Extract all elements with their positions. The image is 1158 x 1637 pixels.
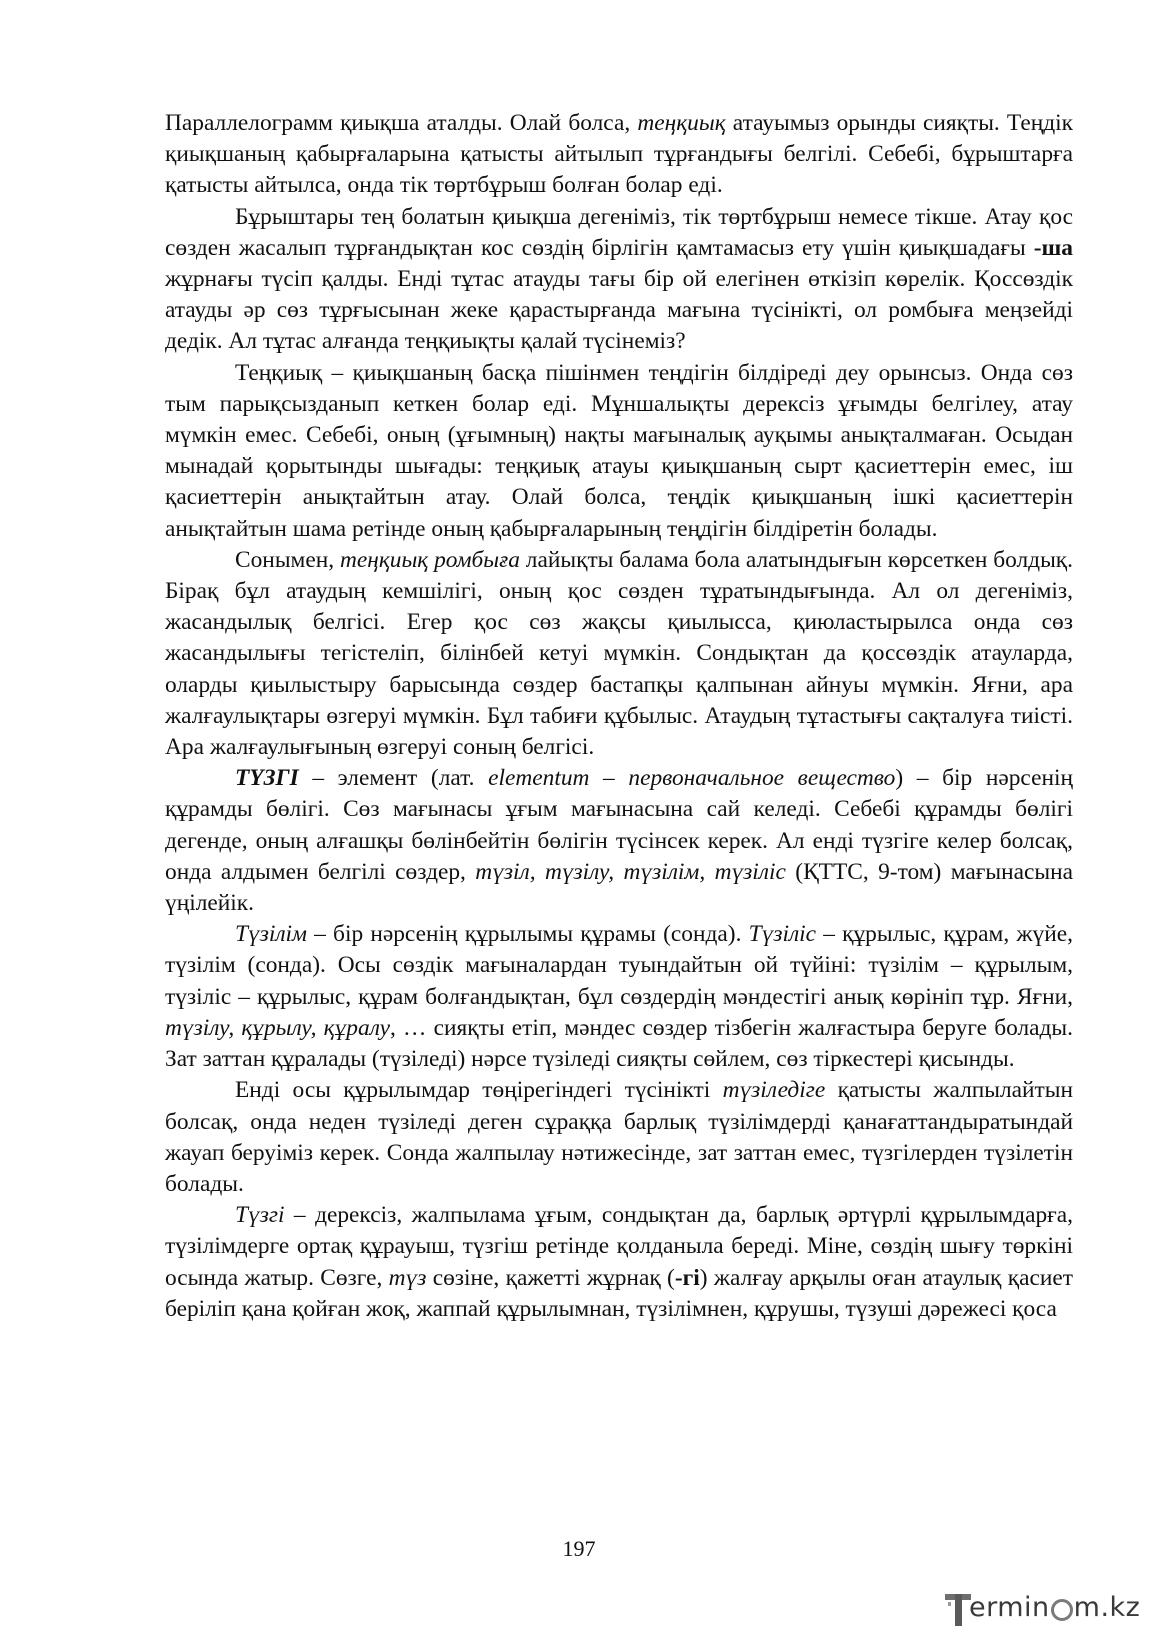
text-run: сөзіне, қажетті жұрнақ ( bbox=[426, 1264, 675, 1291]
text-run-styled: Түзгі bbox=[235, 1202, 285, 1229]
page-body bbox=[165, 108, 1073, 1325]
text-run: қатысты жалпылайтын болсақ, онда неден түзіледі деген сұраққа барлық түзілімдерді қанағаттандыратындай жауап беруіміз керек. Сонда жалпылау нәтижесінде, зат заттан емес, түзгілерден түзілетін болады. bbox=[165, 1077, 1074, 1197]
text-run: Параллелограмм қиықша аталды. Олай болса, bbox=[165, 110, 638, 136]
paragraph bbox=[165, 358, 1073, 545]
text-run: ) – бір нәрсенің құрамды бөлігі. Сөз мағынасы ұғым мағынасына сай келеді. Себебі құрамды бөлігі дегенде, оның алғашқы бөлінбейтін бөлігін түсінсек керек. Ал енді түзгіге келер болсақ, онда алдымен белгілі сөздер, bbox=[165, 765, 1073, 885]
text-run: Бұрыштары тең болатын қиықша дегеніміз, тік төртбұрыш немесе тікше. Атау қос сөзден жасалып тұрғандықтан кос сөздің бірлігін қамтамасыз ету үшін қиықшадағы bbox=[165, 203, 1073, 261]
text-run: (ҚТТС, 9-том) мағынасына үңілейік. bbox=[165, 858, 1073, 917]
text-run-styled: теңқиық bbox=[637, 110, 726, 136]
text-run: жұрнағы түсіп қалды. Енді тұтас атауды тағы бір ой елегінен өткізіп көрелік. Қоссөздік атауды әр сөз тұрғысынан жеке қарастырғанда мағына түсінікті, ол ромбыға меңзейді дедік. Ал тұтас алғанда теңқиықты қалай түсінеміз? bbox=[165, 266, 1073, 355]
text-run: – бір нәрсенің құрылымы құрамы (сонда). bbox=[306, 921, 749, 948]
termincom-logo bbox=[945, 1588, 1145, 1632]
text-run-styled: elementum – первоначальное вещество bbox=[488, 765, 896, 792]
text-run: – құрылыс, құрам, жүйе, түзілім (сонда). Осы сөздік мағыналардан туындайтын ой түйіні: түзілім – құрылым, түзіліс – құрылыс, құрам болғандықтан, бұл сөздердің мәндестігі анық көрініп тұр. Яғни, bbox=[165, 921, 1073, 1010]
text-run-styled: түзілу, құрылу, құралу bbox=[165, 1014, 390, 1041]
text-run-styled: түзіледіге bbox=[722, 1077, 826, 1104]
paragraph bbox=[165, 108, 1073, 202]
paragraph bbox=[165, 1200, 1073, 1325]
paragraph bbox=[165, 202, 1073, 358]
text-run: – элемент (лат. bbox=[298, 765, 489, 792]
text-run: Теңқиық – қиықшаның басқа пішінмен теңдігін білдіреді деу орынсыз. Онда сөз тым парықсызданып кеткен болар еді. Мұншалықты дерексіз ұғымды белгілеу, атау мүмкін емес. Себебі, оның (ұғымның) нақты мағыналық ауқымы анықталмаған. Осыдан мынадай қорытынды шығады: теңқиық атауы қиықшаның сырт қасиеттерін емес, іш қасиеттерін анықтайтын атау. Олай болса, теңдік қиықшаның ішкі қасиеттерін анықтайтын шама ретінде оның қабырғаларының теңдігін білдіретін болады. bbox=[165, 359, 1073, 542]
logo-text-a: ermin bbox=[969, 1592, 1050, 1623]
text-run: – дерексіз, жалпылама ұғым, сондықтан да, барлық әртүрлі құрылымдарға, түзілімдерге ортақ құрауыш, түзгіш ретінде қолданыла береді. Міне, сөздің шығу төркіні осында жатыр. Сөзге, bbox=[165, 1202, 1073, 1291]
text-run: атауымыз орынды сияқты. Теңдік қиықшаның қабырғаларына қатысты айтылып тұрғандығы белгілі. Себебі, бұрыштарға қатысты айтылса, онда тік төртбұрыш болған болар еді. bbox=[165, 110, 1073, 199]
logo-wordmark bbox=[969, 1592, 1140, 1623]
paragraph bbox=[165, 1075, 1073, 1200]
text-run-styled: түзіл, түзілу, түзілім, түзіліс bbox=[475, 858, 786, 885]
paragraph bbox=[165, 919, 1073, 1075]
text-run-styled: Түзілім bbox=[235, 921, 307, 948]
text-run: Енді осы құрылымдар төңірегіндегі түсінікті bbox=[235, 1077, 723, 1104]
text-run-styled: -ша bbox=[1033, 234, 1073, 261]
text-run: , … сияқты етіп, мәндес сөздер тізбегін жалғастыра беруге болады. Зат заттан құралады (түзіледі) нәрсе түзіледі сияқты сөйлем, сөз тіркестері қисынды. bbox=[165, 1014, 1073, 1073]
logo-o-ring bbox=[1051, 1599, 1073, 1621]
paragraph bbox=[165, 545, 1073, 763]
text-run-styled: -гі bbox=[674, 1264, 700, 1291]
text-run-styled: теңқиық ромбыға bbox=[339, 546, 520, 573]
logo-t-icon bbox=[945, 1594, 971, 1628]
text-run-styled: ТҮЗГІ bbox=[235, 765, 299, 792]
text-run: ) жалғау арқылы оған атаулық қасиет беріліп қана қойған жоқ, жаппай құрылымнан, түзілімнен, құрушы, түзуші дәрежесі қоса bbox=[165, 1264, 1073, 1322]
paragraph bbox=[165, 763, 1073, 919]
text-run-styled: түз bbox=[388, 1264, 427, 1291]
text-run: лайықты балама бола алатындығын көрсеткен болдық. Бірақ бұл атаудың кемшілігі, оның қос сөзден тұратындығында. Ал ол дегеніміз, жасандылық белгісі. Егер қос сөз жақсы қиылысса, қиюластырылса онда сөз жасандылығы тегістеліп, білінбей кетуі мүмкін. Сондықтан да қоссөздік атауларда, оларды қиылыстыру барысында сөздер бастапқы қалпынан айнуы мүмкін. Яғни, ара жалғаулықтары өзгеруі мүмкін. Бұл табиғи құбылыс. Атаудың тұтастығы сақталуға тиісті. Ара жалғаулығының өзгеруі соның белгісі. bbox=[165, 546, 1074, 761]
text-run: Сонымен, bbox=[235, 546, 340, 573]
text-run-styled: Түзіліс bbox=[748, 921, 817, 948]
logo-text-b: m.kz bbox=[1073, 1592, 1141, 1623]
page-number: 197 bbox=[562, 1536, 596, 1561]
